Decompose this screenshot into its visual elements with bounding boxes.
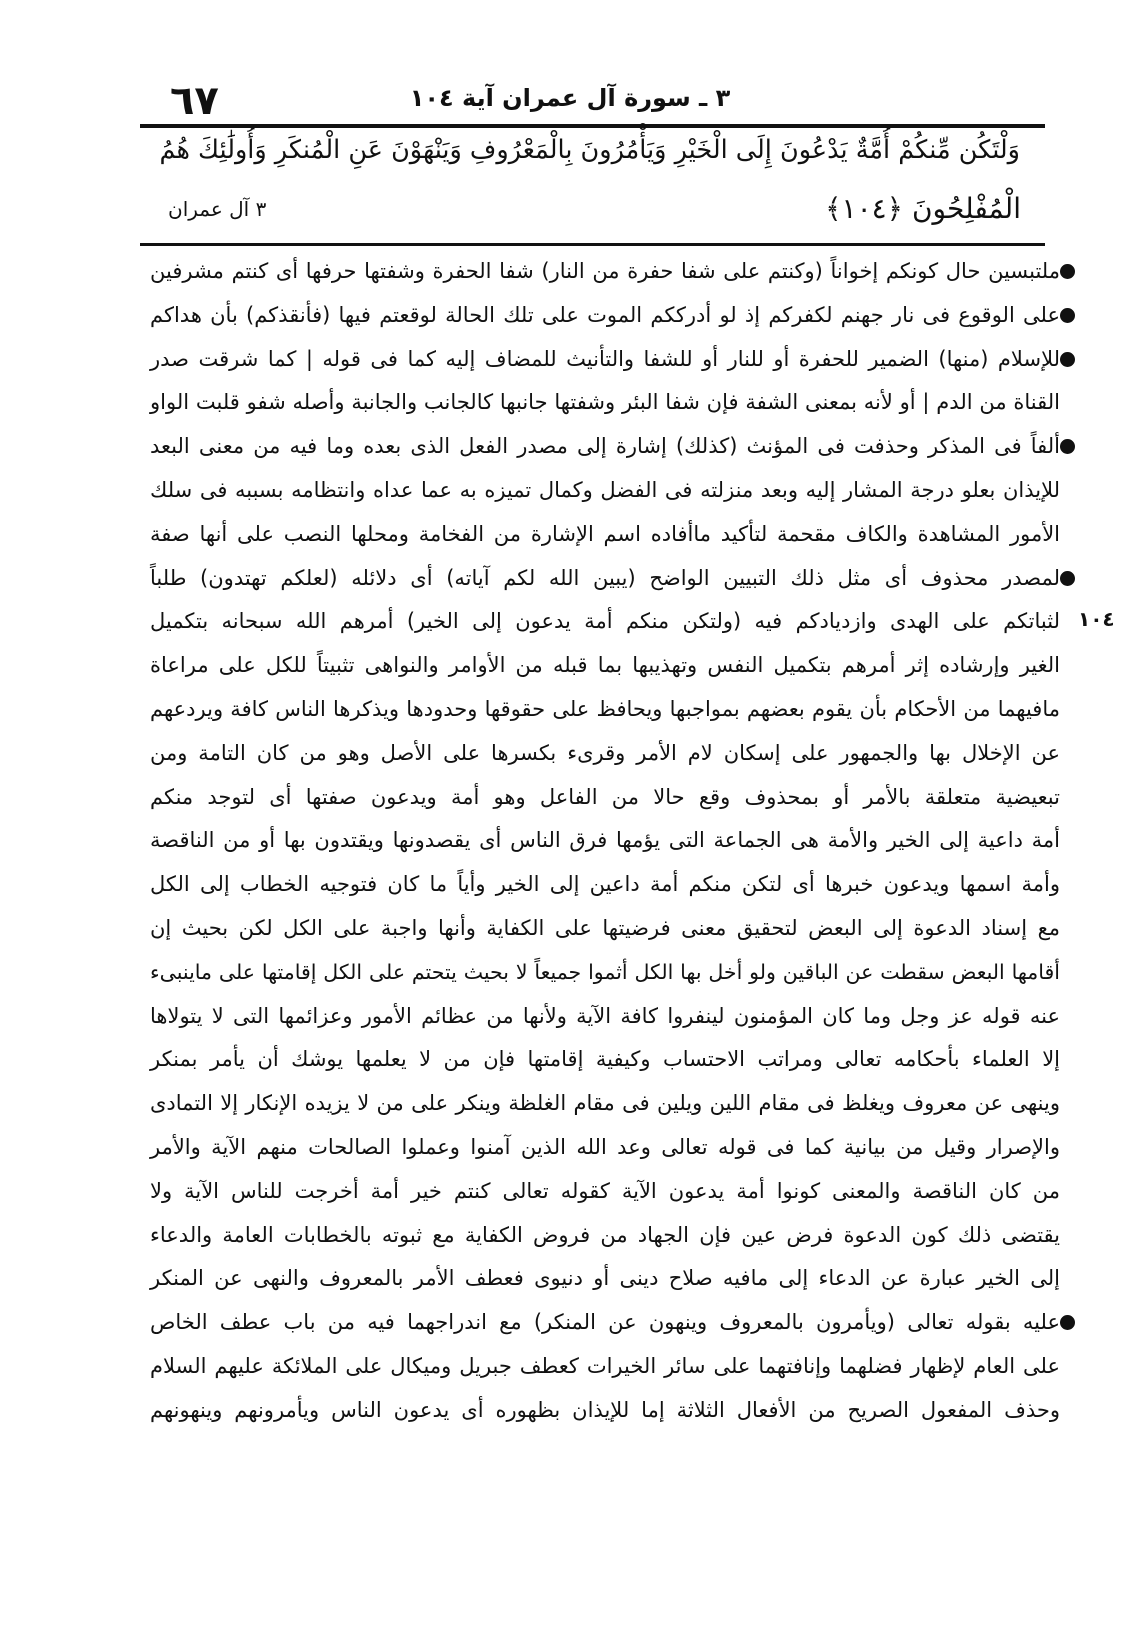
text-line: مافيهما من الأحكام بأن يقوم بعضهم بمواجبها ويحافظ على حقوقها وحدودها ويذكرها الناس كافة ويردعهم [150,697,1060,721]
text-line: على الوقوع فى نار جهنم لكفركم إذ لو أدرككم الموت على تلك الحالة لوقعتم فيها (فأنقذكم) بأن هداكم [150,302,1060,327]
text-line: عن الإخلال بها والجمهور على إسكان لام الأمر وقرىء بكسرها على الأصل وهو من كان التامة ومن [150,740,1060,765]
bullet-icon [1060,439,1075,454]
text-line: والإصرار وقيل من بيانية كما فى قوله تعالى وعد الله الذين آمنوا وعملوا الصالحات منهم الآية والأمر [150,1135,1060,1159]
text-line: وأمة اسمها ويدعون خبرها أى لتكن منكم أمة داعين إلى الخير وأياً ما كان فتوجيه الخطاب إلى الكل [150,872,1060,897]
bullet-icon [1060,571,1075,586]
text-line: لمصدر محذوف أى مثل ذلك التبيين الواضح (يبين الله لكم آياته) أى دلائله (لعلكم تهتدون) طلباً [150,565,1060,590]
text-line: للإسلام (منها) الضمير للحفرة أو للنار أو للشفا والتأنيث للمضاف إليه كما فى قوله | كما شرقت صدر [150,346,1060,371]
bullet-icon [1060,352,1075,367]
text-line: الأمور المشاهدة والكاف مقحمة لتأكيد ماأفاده اسم الإشارة من الفخامة ومحلها النصب على أنها صفة [150,521,1060,546]
text-line: القناة من الدم | أو لأنه بمعنى الشفة فإن شفا البئر وشفتها جانبها كالجانب والجانبة وأصله شفو قلبت الواو [150,390,1060,415]
margin-verse-number: ١٠٤ [1078,607,1115,631]
text-line: الغير وإرشاده إثر أمرهم بتكميل النفس وتهذيبها بما قبله من الأوامر والنواهى تثبيتاً للكل على مراعاة [150,653,1060,678]
running-title: ٣ ـ سورة آل عمران آية ١٠٤ [409,84,731,112]
page-number: ٦٧ [170,78,219,124]
text-line: ملتبسين حال كونكم إخواناً (وكنتم على شفا حفرة من النار) شفا الحفرة وشفتها حرفها أى كنتم مشرفين [150,259,1060,283]
text-line: للإيذان بعلو درجة المشار إليه وبعد منزلته فى الفضل وكمال تميزه به عما عداه وانتظامه بسببه فى سلك [150,478,1060,502]
text-line: على العام لإظهار فضلهما وإنافتهما على سائر الخيرات كعطف جبريل وميكال على الملائكة عليهم السلام [150,1354,1060,1378]
text-line: تبعيضية متعلقة بالأمر أو بمحذوف وقع حالا من الفاعل وهو أمة ويدعون صفتها أى لتوجد منكم [150,784,1060,809]
verse-reference: ٣ آل عمران [168,197,267,221]
text-line: أمة داعية إلى الخير والأمة هى الجماعة التى يؤمها فرق الناس أى يقصدونها ويقتدون بها أو من الناقصة [150,828,1060,853]
text-line: عليه بقوله تعالى (ويأمرون بالمعروف وينهون عن المنكر) مع اندراجهما فيه من باب عطف الخاص [150,1310,1060,1335]
text-line: ألفاً فى المذكر وحذفت فى المؤنث (كذلك) إشارة إلى مصدر الفعل الذى بعده وما فيه من معنى البعد [150,434,1060,459]
text-line: من كان الناقصة والمعنى كونوا أمة يدعون الآية كقوله تعالى كنتم خير أمة أخرجت للناس الآية ولا [150,1178,1060,1203]
bullet-icon [1060,308,1075,323]
text-line: عنه قوله عز وجل وما كان المؤمنون لينفروا كافة الآية ولأنها من عظائم الأمور وعزائمها التى لا يتولاها [150,1003,1060,1028]
text-line: أقامها البعض سقطت عن الباقين ولو أخل بها الكل أثموا جميعاً لا بحيث يتحتم على الكل إقامتها على ماينبىء [150,959,1060,984]
text-line: إلا العلماء بأحكامه تعالى ومراتب الاحتساب وكيفية إقامتها فإن من لا يعلمها يوشك أن يأمر بمنكر [150,1047,1060,1072]
bullet-icon [1060,264,1075,279]
text-line: لثباتكم على الهدى وازديادكم فيه (ولتكن منكم أمة يدعون إلى الخير) أمرهم الله سبحانه بتكميل [150,609,1060,634]
text-line: يقتضى ذلك كون الدعوة فرض عين فإن الجهاد من فروض الكفاية مع ثبوته بالخطابات العامة والدعاء [150,1222,1060,1247]
quran-verse-line: وَلْتَكُن مِّنكُمْ أُمَّةٌ يَدْعُونَ إِلَى الْخَيْرِ وَيَأْمُرُونَ بِالْمَعْرُوفِ وَيَنْهَوْنَ عَنِ الْمُنكَرِ وَأُولَٰئِكَ هُمُ [159,135,1020,165]
header-rule [140,124,1045,128]
text-line: وينهى عن معروف ويغلظ فى مقام اللين ويلين فى مقام الغلظة وينكر على من لا يزيده الإنكار إلا التمادى [150,1091,1060,1116]
bullet-icon [1060,1315,1075,1330]
quran-verse-line: الْمُفْلِحُونَ ﴿١٠٤﴾ [825,192,1021,225]
text-line: إلى الخير عبارة عن الدعاء إلى مافيه صلاح دينى أو دنيوى فعطف الأمر بالمعروف والنهى عن المنكر [150,1266,1060,1291]
text-line: مع إسناد الدعوة إلى البعض لتحقيق معنى فرضيتها على الكفاية وأنها واجبة على الكل لكن بحيث إن [150,916,1060,940]
text-line: وحذف المفعول الصريح من الأفعال الثلاثة إما للإيذان بظهوره أى يدعون الناس ويأمرونهم وينهونهم [150,1397,1060,1422]
verse-rule [140,243,1045,246]
